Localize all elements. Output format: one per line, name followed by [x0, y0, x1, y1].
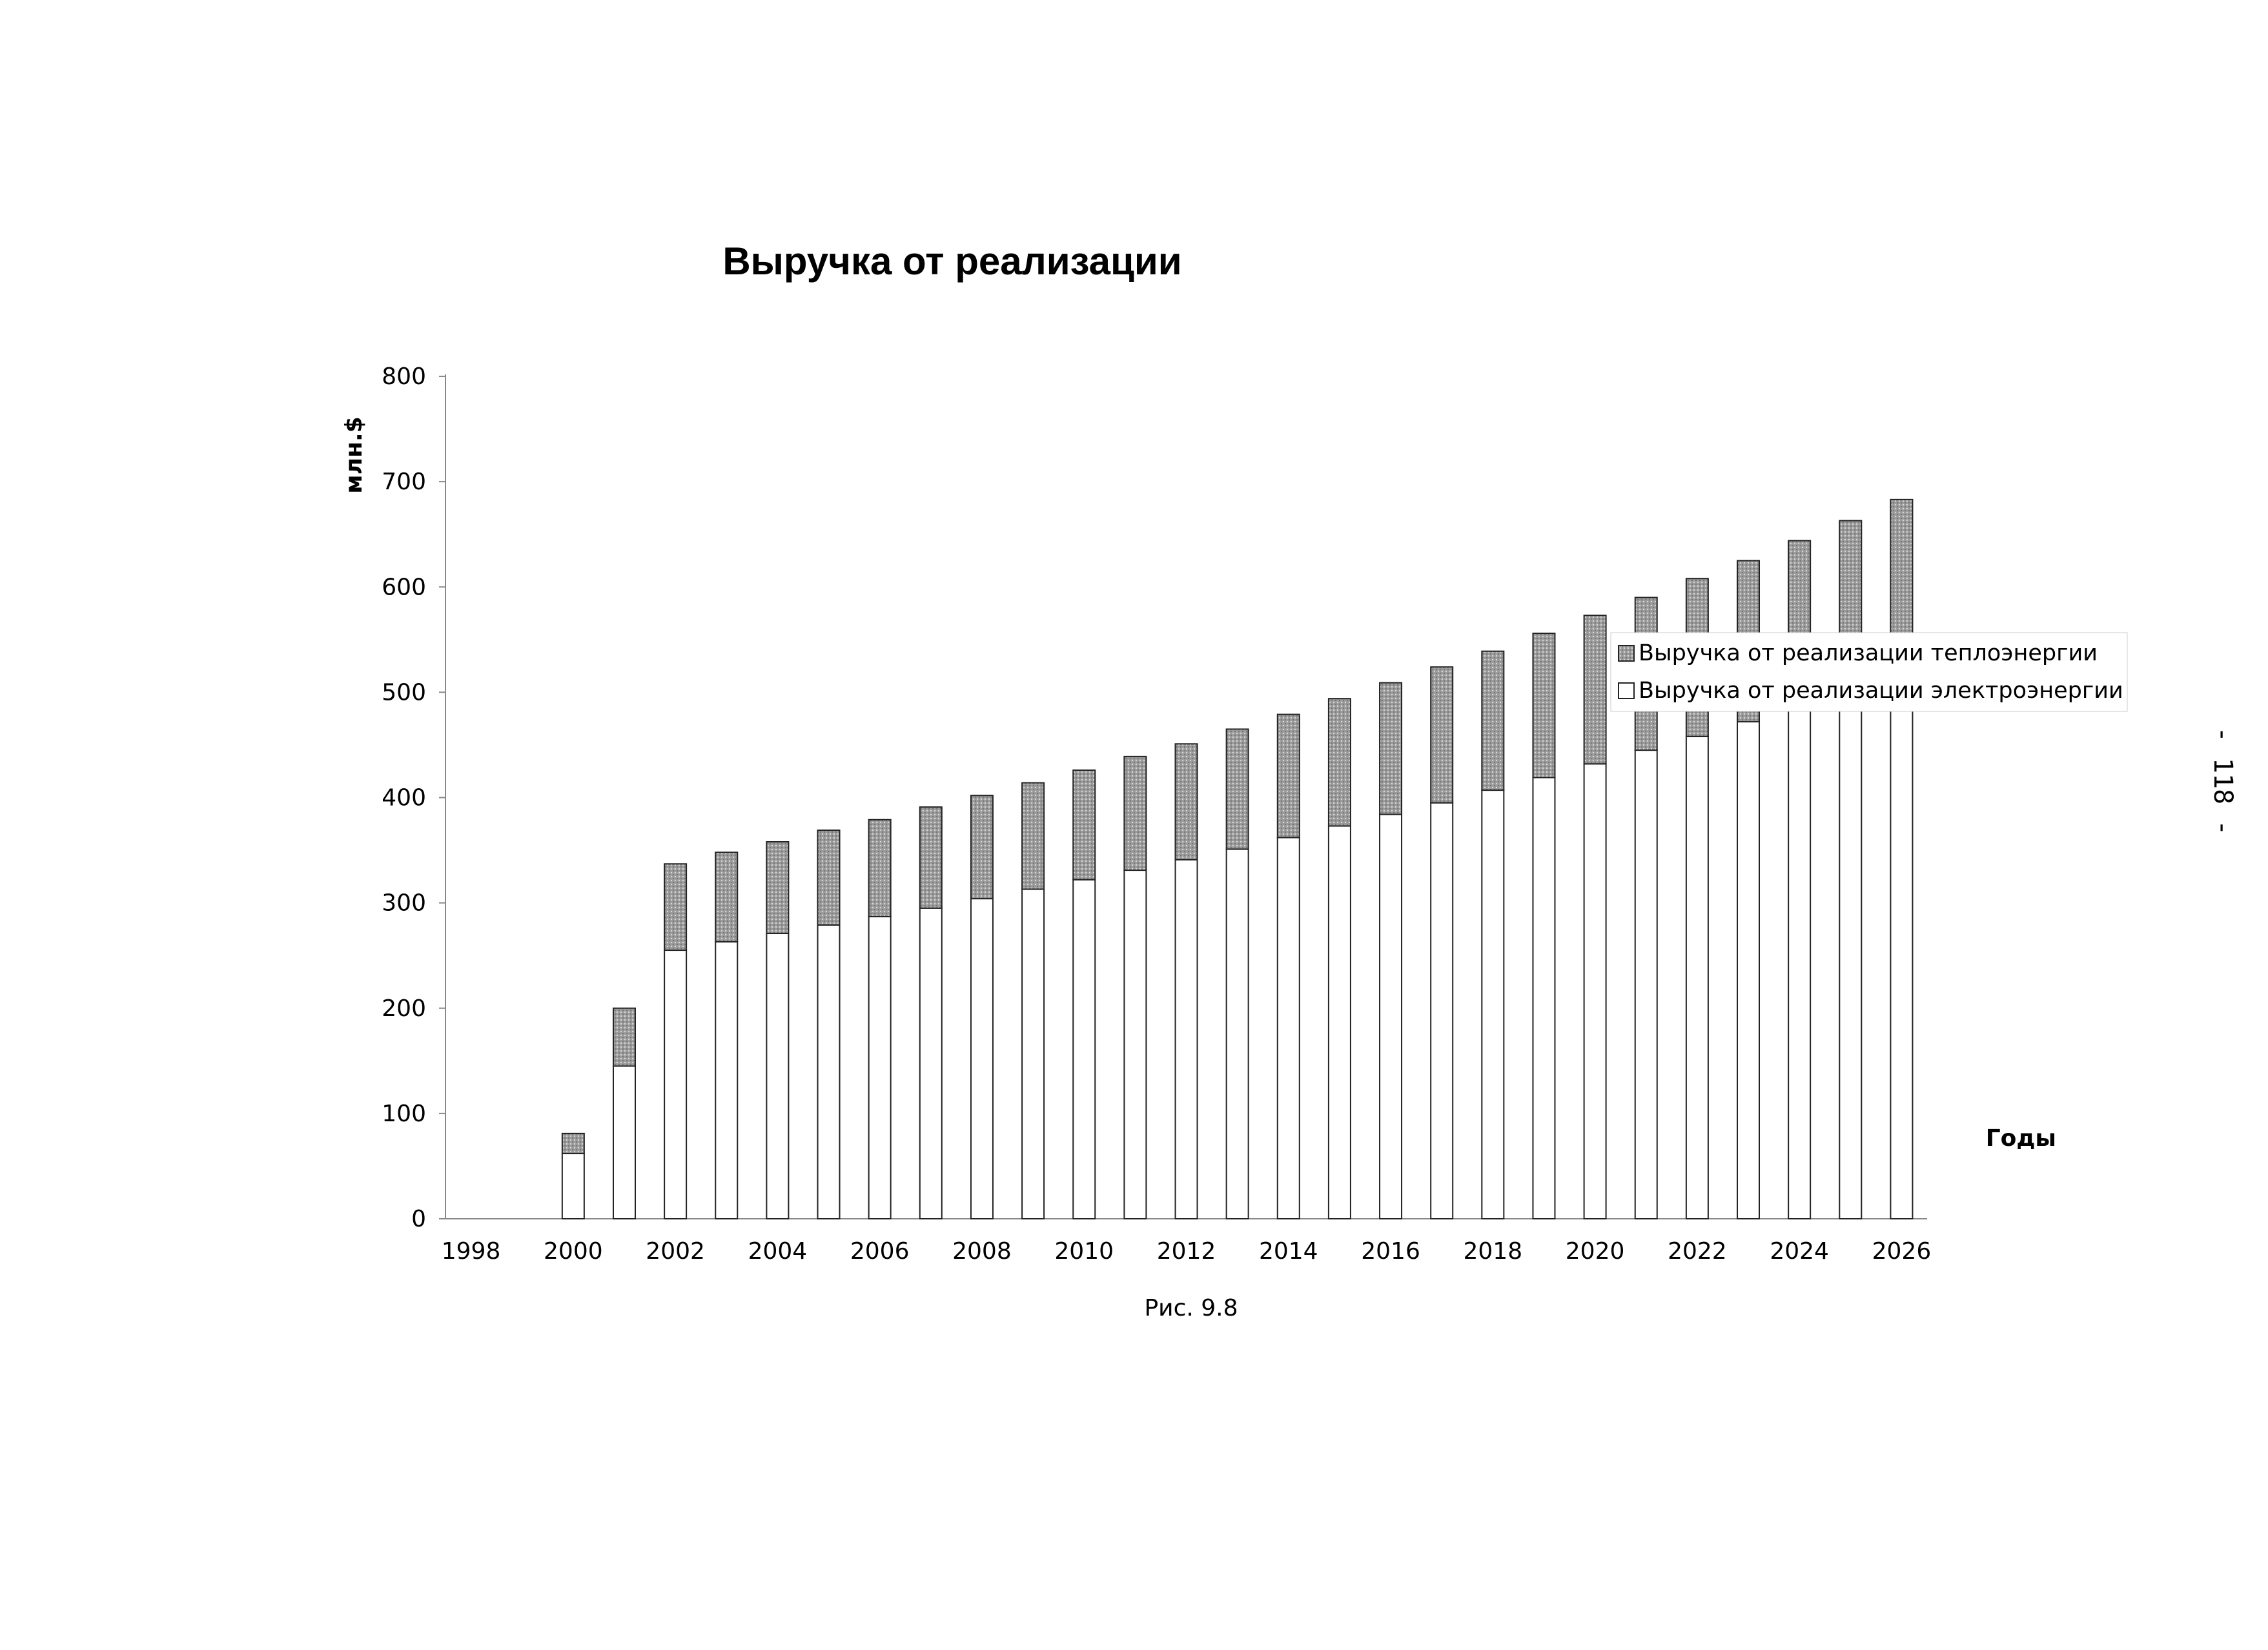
bar-heat — [1022, 783, 1044, 890]
bar-heat — [715, 852, 737, 942]
x-tick-label: 2010 — [1054, 1238, 1114, 1265]
bar-heat — [613, 1008, 635, 1066]
y-tick-label: 800 — [382, 363, 426, 390]
x-tick-label: 2006 — [850, 1238, 910, 1265]
x-tick-label: 2020 — [1565, 1238, 1625, 1265]
bar-electricity — [715, 942, 737, 1219]
y-tick-label: 600 — [382, 574, 426, 601]
x-tick-label: 2024 — [1770, 1238, 1829, 1265]
bar-heat — [1227, 729, 1249, 849]
bar-heat — [1329, 698, 1351, 826]
y-tick-label: 200 — [382, 995, 426, 1022]
x-tick-label: 2002 — [646, 1238, 705, 1265]
x-tick-label: 2008 — [952, 1238, 1012, 1265]
y-tick-label: 400 — [382, 784, 426, 811]
bar-electricity — [1635, 750, 1657, 1219]
bar-electricity — [1686, 737, 1708, 1219]
bar-electricity — [1482, 790, 1504, 1219]
bar-heat — [1533, 633, 1555, 777]
legend-swatch-heat — [1619, 646, 1634, 661]
bar-electricity — [1176, 860, 1198, 1219]
x-tick-label: 2018 — [1463, 1238, 1523, 1265]
bar-electricity — [1380, 815, 1402, 1219]
x-ticks — [442, 1238, 1931, 1265]
page-number: - 118 - — [2208, 726, 2238, 836]
y-tick-label: 100 — [382, 1100, 426, 1127]
bar-electricity — [1737, 722, 1759, 1219]
bar-electricity — [1839, 692, 1861, 1219]
bar-electricity — [920, 908, 942, 1219]
bar-heat — [1278, 715, 1300, 838]
bar-electricity — [1073, 880, 1095, 1219]
bar-electricity — [971, 899, 993, 1219]
y-tick-label: 700 — [382, 469, 426, 496]
bar-electricity — [1890, 677, 1912, 1219]
chart-title: Выручка от реализации — [722, 239, 1182, 283]
bar-electricity — [1431, 803, 1453, 1219]
bar-heat — [1073, 770, 1095, 880]
y-ticks — [382, 363, 445, 1232]
bar-electricity — [1533, 778, 1555, 1219]
legend — [1611, 633, 2127, 711]
bar-heat — [971, 795, 993, 899]
bar-heat — [818, 830, 840, 925]
figure-caption: Рис. 9.8 — [1144, 1295, 1238, 1321]
bar-electricity — [1788, 707, 1810, 1219]
bar-electricity — [664, 950, 686, 1219]
x-tick-label: 2000 — [544, 1238, 603, 1265]
bar-electricity — [818, 925, 840, 1219]
bar-heat — [920, 807, 942, 908]
bar-heat — [1482, 651, 1504, 790]
bar-electricity — [1584, 764, 1606, 1219]
x-tick-label: 2026 — [1872, 1238, 1932, 1265]
x-tick-label: 2004 — [748, 1238, 808, 1265]
bar-heat — [869, 820, 891, 917]
bar-electricity — [1227, 849, 1249, 1219]
y-tick-label: 300 — [382, 890, 426, 917]
bar-heat — [562, 1134, 584, 1154]
bar-electricity — [562, 1154, 584, 1219]
bar-electricity — [1278, 837, 1300, 1219]
y-tick-label: 0 — [411, 1206, 426, 1232]
bar-electricity — [1329, 826, 1351, 1219]
bar-heat — [664, 864, 686, 950]
x-axis-label: Годы — [1985, 1125, 2056, 1152]
y-tick-label: 500 — [382, 679, 426, 706]
bar-electricity — [1124, 870, 1146, 1219]
legend-label-electric: Выручка от реализации электроэнергии — [1639, 678, 2123, 704]
x-tick-label: 2014 — [1258, 1238, 1318, 1265]
bar-electricity — [1022, 889, 1044, 1219]
bar-heat — [766, 842, 788, 933]
bar-electricity — [613, 1066, 635, 1219]
x-tick-label: 2016 — [1361, 1238, 1420, 1265]
bar-electricity — [766, 933, 788, 1219]
bar-heat — [1431, 667, 1453, 802]
x-tick-label: 1998 — [441, 1238, 501, 1265]
legend-label-heat: Выручка от реализации теплоэнергии — [1639, 640, 2098, 666]
bar-heat — [1176, 744, 1198, 859]
bar-heat — [1380, 683, 1402, 815]
y-axis-label: млн.$ — [341, 416, 367, 494]
bar-electricity — [869, 917, 891, 1219]
bar-heat — [1584, 615, 1606, 764]
bars — [562, 500, 1913, 1219]
bar-heat — [1124, 757, 1146, 870]
x-tick-label: 2022 — [1668, 1238, 1727, 1265]
legend-swatch-electric — [1619, 683, 1634, 698]
x-tick-label: 2012 — [1156, 1238, 1216, 1265]
